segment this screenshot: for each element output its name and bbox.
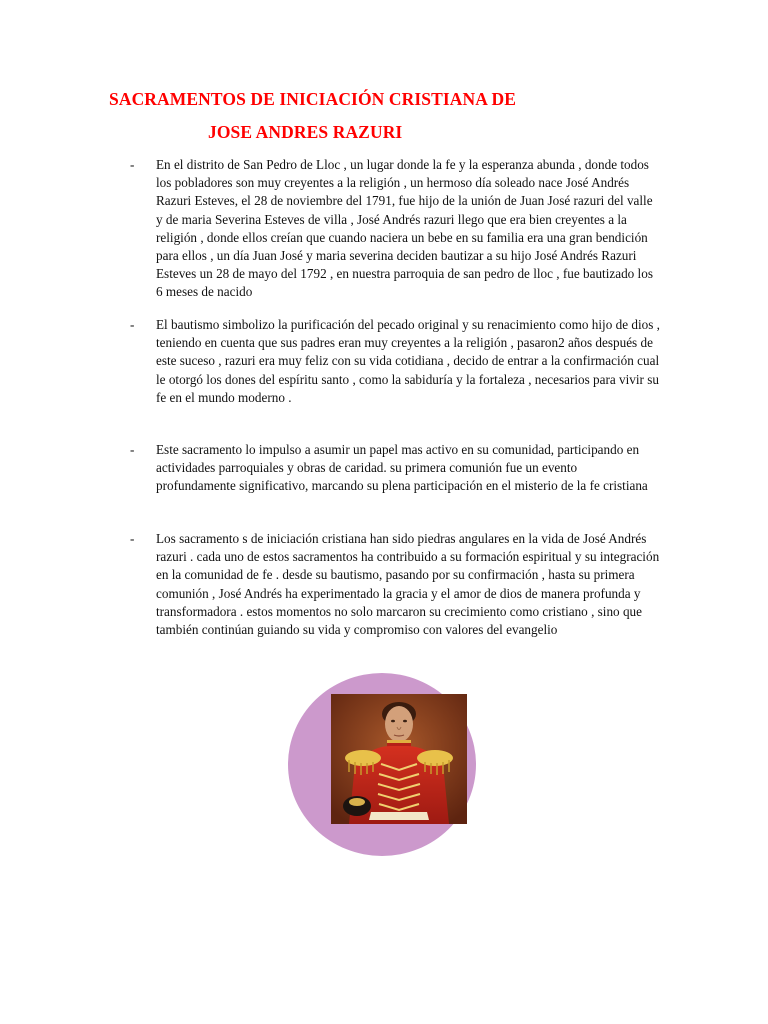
document-title-line-1: SACRAMENTOS DE INICIACIÓN CRISTIANA DE	[109, 89, 517, 109]
document-title-line-2: JOSE ANDRES RAZURI	[208, 122, 403, 142]
paragraph-text: Los sacramento s de iniciación cristiana han sido piedras angulares en la vida de José Andrés razuri . cada uno de estos sacramentos ha contribuido a su formación espiritual y su integración en la comunidad de fe . desde su bautismo, pasando por su confirmación , hasta su primera comunión , José Andrés ha experimentado la gracia y el amor de dios de manera profunda y transformadora . estos momentos no solo marcaron su crecimiento como cristiano , sino que también continúan guiando su vida y compromiso con valores del evangelio	[156, 531, 660, 638]
bullet-dash: -	[130, 442, 135, 457]
paragraph-first-communion	[130, 441, 660, 496]
bullet-dash: -	[130, 157, 135, 172]
bullet-dash: -	[130, 317, 135, 332]
bullet-dash: -	[130, 531, 135, 546]
paragraph-text: Este sacramento lo impulso a asumir un papel mas activo en su comunidad, participando en actividades parroquiales y obras de caridad. su primera comunión fue un evento profundamente significativo, marcando su plena participación en el misterio de la fe cristiana	[156, 442, 648, 494]
portrait-image	[331, 694, 467, 824]
paragraph-text: El bautismo simbolizo la purificación del pecado original y su renacimiento como hijo de dios , teniendo en cuenta que sus padres eran muy creyentes a la religión , pasaron2 años después de este suceso , razuri era muy feliz con su vida cotidiana , decido de entrar a la confirmación cual le otorgó los dones del espíritu santo , como la sabiduría y la fortaleza , necesarios para vivir su fe en el mundo moderno .	[156, 317, 660, 405]
paragraph-birth-baptism	[130, 156, 660, 302]
paragraph-text: En el distrito de San Pedro de Lloc , un lugar donde la fe y la esperanza abunda , donde todos los pobladores son muy creyentes a la religión , un hermoso día soleado nace José Andrés Razuri Esteves, el 28 de noviembre del 1791, fue hijo de la unión de Juan José razuri del valle y de maria Severina Esteves de villa , José Andrés razuri llego que era bien creyentes a la religión , donde ellos creían que cuando naciera un bebe en su familia era una gran bendición para ellos , un día Juan José y maria severina deciden bautizar a su hijo José Andrés Razuri Esteves un 28 de mayo del 1792 , en nuestra parroquia de san pedro de lloc , fue bautizado los 6 meses de nacido	[156, 157, 653, 300]
portrait-icon	[331, 694, 467, 824]
paragraph-conclusion	[130, 530, 660, 639]
paragraph-confirmation	[130, 316, 660, 407]
